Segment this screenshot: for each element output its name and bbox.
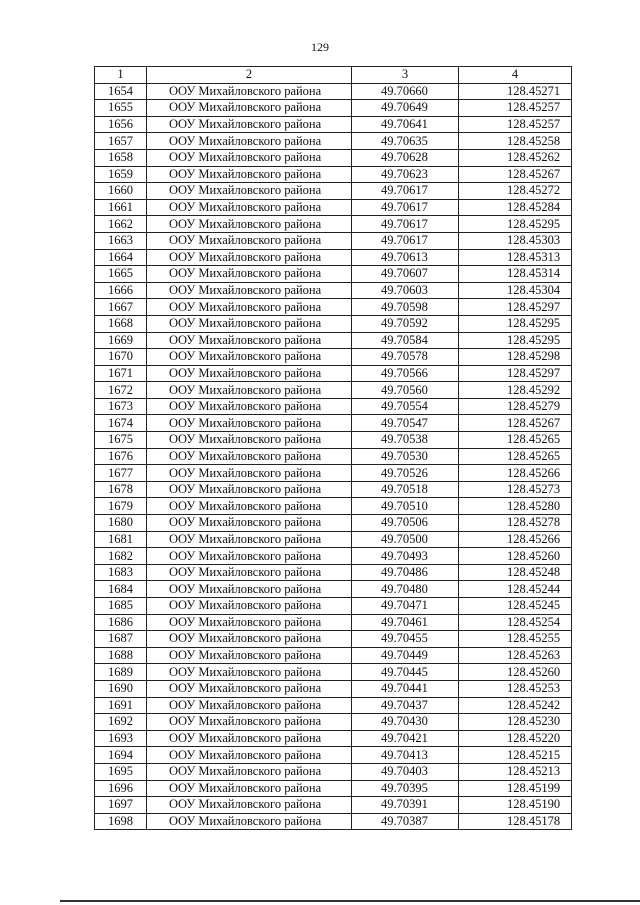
longitude-cell: 128.45278 — [459, 515, 572, 532]
location-name-cell: ООУ Михайловского района — [147, 797, 352, 814]
latitude-cell: 49.70592 — [352, 315, 459, 332]
location-name-cell: ООУ Михайловского района — [147, 432, 352, 449]
latitude-cell: 49.70486 — [352, 564, 459, 581]
table-row — [95, 216, 572, 233]
table-header — [95, 67, 572, 84]
longitude-cell: 128.45257 — [459, 100, 572, 117]
latitude-cell: 49.70445 — [352, 664, 459, 681]
location-name-cell: ООУ Михайловского района — [147, 664, 352, 681]
row-number-cell: 1696 — [95, 780, 147, 797]
longitude-cell: 128.45297 — [459, 365, 572, 382]
location-name-cell: ООУ Михайловского района — [147, 232, 352, 249]
latitude-cell: 49.70623 — [352, 166, 459, 183]
row-number-cell: 1671 — [95, 365, 147, 382]
row-number-cell: 1661 — [95, 199, 147, 216]
table-header-row — [95, 67, 572, 84]
row-number-cell: 1676 — [95, 448, 147, 465]
longitude-cell: 128.45213 — [459, 763, 572, 780]
header-col-2: 2 — [147, 67, 352, 84]
location-name-cell: ООУ Михайловского района — [147, 598, 352, 615]
latitude-cell: 49.70493 — [352, 548, 459, 565]
longitude-cell: 128.45313 — [459, 249, 572, 266]
latitude-cell: 49.70387 — [352, 813, 459, 830]
location-name-cell: ООУ Михайловского района — [147, 697, 352, 714]
longitude-cell: 128.45258 — [459, 133, 572, 150]
table-row — [95, 83, 572, 100]
location-name-cell: ООУ Михайловского района — [147, 780, 352, 797]
table-row — [95, 598, 572, 615]
row-number-cell: 1659 — [95, 166, 147, 183]
latitude-cell: 49.70510 — [352, 498, 459, 515]
location-name-cell: ООУ Михайловского района — [147, 282, 352, 299]
location-name-cell: ООУ Михайловского района — [147, 365, 352, 382]
row-number-cell: 1657 — [95, 133, 147, 150]
row-number-cell: 1677 — [95, 465, 147, 482]
table-row — [95, 116, 572, 133]
latitude-cell: 49.70500 — [352, 531, 459, 548]
row-number-cell: 1697 — [95, 797, 147, 814]
row-number-cell: 1690 — [95, 680, 147, 697]
latitude-cell: 49.70395 — [352, 780, 459, 797]
table-row — [95, 299, 572, 316]
latitude-cell: 49.70403 — [352, 763, 459, 780]
table-row — [95, 531, 572, 548]
location-name-cell: ООУ Михайловского района — [147, 581, 352, 598]
location-name-cell: ООУ Михайловского района — [147, 266, 352, 283]
longitude-cell: 128.45273 — [459, 481, 572, 498]
location-name-cell: ООУ Михайловского района — [147, 133, 352, 150]
row-number-cell: 1691 — [95, 697, 147, 714]
longitude-cell: 128.45255 — [459, 631, 572, 648]
longitude-cell: 128.45266 — [459, 465, 572, 482]
latitude-cell: 49.70547 — [352, 415, 459, 432]
table-row — [95, 415, 572, 432]
latitude-cell: 49.70538 — [352, 432, 459, 449]
row-number-cell: 1658 — [95, 149, 147, 166]
header-col-3: 3 — [352, 67, 459, 84]
row-number-cell: 1670 — [95, 349, 147, 366]
location-name-cell: ООУ Михайловского района — [147, 349, 352, 366]
longitude-cell: 128.45295 — [459, 216, 572, 233]
table-row — [95, 614, 572, 631]
row-number-cell: 1684 — [95, 581, 147, 598]
longitude-cell: 128.45295 — [459, 315, 572, 332]
table-row — [95, 332, 572, 349]
latitude-cell: 49.70628 — [352, 149, 459, 166]
latitude-cell: 49.70391 — [352, 797, 459, 814]
longitude-cell: 128.45265 — [459, 448, 572, 465]
longitude-cell: 128.45248 — [459, 564, 572, 581]
table-row — [95, 631, 572, 648]
row-number-cell: 1686 — [95, 614, 147, 631]
table-row — [95, 349, 572, 366]
row-number-cell: 1660 — [95, 183, 147, 200]
table-row — [95, 282, 572, 299]
location-name-cell: ООУ Михайловского района — [147, 631, 352, 648]
row-number-cell: 1681 — [95, 531, 147, 548]
latitude-cell: 49.70617 — [352, 183, 459, 200]
longitude-cell: 128.45253 — [459, 680, 572, 697]
table-row — [95, 249, 572, 266]
table-row — [95, 730, 572, 747]
row-number-cell: 1680 — [95, 515, 147, 532]
location-name-cell: ООУ Михайловского района — [147, 515, 352, 532]
location-name-cell: ООУ Михайловского района — [147, 83, 352, 100]
location-name-cell: ООУ Михайловского района — [147, 747, 352, 764]
table-row — [95, 498, 572, 515]
latitude-cell: 49.70449 — [352, 647, 459, 664]
location-name-cell: ООУ Михайловского района — [147, 647, 352, 664]
table-row — [95, 780, 572, 797]
page-number: 129 — [311, 40, 329, 54]
table-row — [95, 548, 572, 565]
latitude-cell: 49.70437 — [352, 697, 459, 714]
location-name-cell: ООУ Михайловского района — [147, 564, 352, 581]
table-row — [95, 813, 572, 830]
latitude-cell: 49.70613 — [352, 249, 459, 266]
row-number-cell: 1673 — [95, 398, 147, 415]
location-name-cell: ООУ Михайловского района — [147, 481, 352, 498]
latitude-cell: 49.70603 — [352, 282, 459, 299]
location-name-cell: ООУ Михайловского района — [147, 614, 352, 631]
row-number-cell: 1695 — [95, 763, 147, 780]
row-number-cell: 1693 — [95, 730, 147, 747]
row-number-cell: 1687 — [95, 631, 147, 648]
longitude-cell: 128.45178 — [459, 813, 572, 830]
latitude-cell: 49.70480 — [352, 581, 459, 598]
location-name-cell: ООУ Михайловского района — [147, 199, 352, 216]
longitude-cell: 128.45298 — [459, 349, 572, 366]
row-number-cell: 1694 — [95, 747, 147, 764]
longitude-cell: 128.45280 — [459, 498, 572, 515]
table-row — [95, 199, 572, 216]
longitude-cell: 128.45245 — [459, 598, 572, 615]
row-number-cell: 1698 — [95, 813, 147, 830]
longitude-cell: 128.45190 — [459, 797, 572, 814]
latitude-cell: 49.70607 — [352, 266, 459, 283]
row-number-cell: 1665 — [95, 266, 147, 283]
table-row — [95, 465, 572, 482]
table-body — [95, 83, 572, 830]
table-row — [95, 647, 572, 664]
table-row — [95, 382, 572, 399]
location-name-cell: ООУ Михайловского района — [147, 166, 352, 183]
table-row — [95, 697, 572, 714]
table-row — [95, 149, 572, 166]
location-name-cell: ООУ Михайловского района — [147, 149, 352, 166]
table-row — [95, 183, 572, 200]
row-number-cell: 1654 — [95, 83, 147, 100]
longitude-cell: 128.45292 — [459, 382, 572, 399]
header-col-1: 1 — [95, 67, 147, 84]
longitude-cell: 128.45262 — [459, 149, 572, 166]
row-number-cell: 1689 — [95, 664, 147, 681]
table-row — [95, 714, 572, 731]
location-name-cell: ООУ Михайловского района — [147, 680, 352, 697]
latitude-cell: 49.70598 — [352, 299, 459, 316]
row-number-cell: 1682 — [95, 548, 147, 565]
table-row — [95, 100, 572, 117]
latitude-cell: 49.70455 — [352, 631, 459, 648]
row-number-cell: 1679 — [95, 498, 147, 515]
latitude-cell: 49.70530 — [352, 448, 459, 465]
row-number-cell: 1672 — [95, 382, 147, 399]
location-name-cell: ООУ Михайловского района — [147, 465, 352, 482]
longitude-cell: 128.45303 — [459, 232, 572, 249]
longitude-cell: 128.45254 — [459, 614, 572, 631]
table-row — [95, 166, 572, 183]
longitude-cell: 128.45272 — [459, 183, 572, 200]
latitude-cell: 49.70461 — [352, 614, 459, 631]
location-name-cell: ООУ Михайловского района — [147, 116, 352, 133]
latitude-cell: 49.70584 — [352, 332, 459, 349]
row-number-cell: 1668 — [95, 315, 147, 332]
longitude-cell: 128.45295 — [459, 332, 572, 349]
longitude-cell: 128.45267 — [459, 166, 572, 183]
longitude-cell: 128.45230 — [459, 714, 572, 731]
table-row — [95, 664, 572, 681]
location-name-cell: ООУ Михайловского района — [147, 249, 352, 266]
location-name-cell: ООУ Михайловского района — [147, 498, 352, 515]
longitude-cell: 128.45297 — [459, 299, 572, 316]
table-row — [95, 797, 572, 814]
longitude-cell: 128.45263 — [459, 647, 572, 664]
row-number-cell: 1678 — [95, 481, 147, 498]
bottom-divider — [60, 900, 640, 902]
longitude-cell: 128.45271 — [459, 83, 572, 100]
longitude-cell: 128.45244 — [459, 581, 572, 598]
latitude-cell: 49.70566 — [352, 365, 459, 382]
latitude-cell: 49.70617 — [352, 232, 459, 249]
location-name-cell: ООУ Михайловского района — [147, 448, 352, 465]
latitude-cell: 49.70518 — [352, 481, 459, 498]
table-row — [95, 515, 572, 532]
location-name-cell: ООУ Михайловского района — [147, 531, 352, 548]
row-number-cell: 1655 — [95, 100, 147, 117]
row-number-cell: 1664 — [95, 249, 147, 266]
longitude-cell: 128.45199 — [459, 780, 572, 797]
coordinates-table — [94, 66, 572, 830]
table-row — [95, 448, 572, 465]
latitude-cell: 49.70430 — [352, 714, 459, 731]
location-name-cell: ООУ Михайловского района — [147, 216, 352, 233]
longitude-cell: 128.45242 — [459, 697, 572, 714]
latitude-cell: 49.70641 — [352, 116, 459, 133]
latitude-cell: 49.70649 — [352, 100, 459, 117]
table-row — [95, 398, 572, 415]
table-row — [95, 432, 572, 449]
latitude-cell: 49.70660 — [352, 83, 459, 100]
row-number-cell: 1656 — [95, 116, 147, 133]
longitude-cell: 128.45304 — [459, 282, 572, 299]
latitude-cell: 49.70506 — [352, 515, 459, 532]
row-number-cell: 1675 — [95, 432, 147, 449]
row-number-cell: 1662 — [95, 216, 147, 233]
table-row — [95, 365, 572, 382]
location-name-cell: ООУ Михайловского района — [147, 332, 352, 349]
latitude-cell: 49.70471 — [352, 598, 459, 615]
table-row — [95, 232, 572, 249]
latitude-cell: 49.70617 — [352, 216, 459, 233]
table-row — [95, 680, 572, 697]
longitude-cell: 128.45266 — [459, 531, 572, 548]
location-name-cell: ООУ Михайловского района — [147, 415, 352, 432]
location-name-cell: ООУ Михайловского района — [147, 813, 352, 830]
location-name-cell: ООУ Михайловского района — [147, 398, 352, 415]
latitude-cell: 49.70635 — [352, 133, 459, 150]
latitude-cell: 49.70413 — [352, 747, 459, 764]
longitude-cell: 128.45267 — [459, 415, 572, 432]
longitude-cell: 128.45284 — [459, 199, 572, 216]
location-name-cell: ООУ Михайловского района — [147, 763, 352, 780]
row-number-cell: 1688 — [95, 647, 147, 664]
table-row — [95, 564, 572, 581]
table-row — [95, 481, 572, 498]
latitude-cell: 49.70617 — [352, 199, 459, 216]
table-row — [95, 747, 572, 764]
latitude-cell: 49.70560 — [352, 382, 459, 399]
table-row — [95, 133, 572, 150]
row-number-cell: 1667 — [95, 299, 147, 316]
longitude-cell: 128.45279 — [459, 398, 572, 415]
longitude-cell: 128.45260 — [459, 664, 572, 681]
row-number-cell: 1692 — [95, 714, 147, 731]
latitude-cell: 49.70554 — [352, 398, 459, 415]
row-number-cell: 1683 — [95, 564, 147, 581]
location-name-cell: ООУ Михайловского района — [147, 714, 352, 731]
longitude-cell: 128.45215 — [459, 747, 572, 764]
row-number-cell: 1685 — [95, 598, 147, 615]
latitude-cell: 49.70578 — [352, 349, 459, 366]
header-col-4: 4 — [459, 67, 572, 84]
table-row — [95, 266, 572, 283]
longitude-cell: 128.45314 — [459, 266, 572, 283]
location-name-cell: ООУ Михайловского района — [147, 548, 352, 565]
row-number-cell: 1663 — [95, 232, 147, 249]
longitude-cell: 128.45220 — [459, 730, 572, 747]
location-name-cell: ООУ Михайловского района — [147, 183, 352, 200]
latitude-cell: 49.70526 — [352, 465, 459, 482]
longitude-cell: 128.45260 — [459, 548, 572, 565]
row-number-cell: 1666 — [95, 282, 147, 299]
row-number-cell: 1674 — [95, 415, 147, 432]
row-number-cell: 1669 — [95, 332, 147, 349]
table-row — [95, 581, 572, 598]
location-name-cell: ООУ Михайловского района — [147, 730, 352, 747]
longitude-cell: 128.45265 — [459, 432, 572, 449]
latitude-cell: 49.70441 — [352, 680, 459, 697]
location-name-cell: ООУ Михайловского района — [147, 382, 352, 399]
longitude-cell: 128.45257 — [459, 116, 572, 133]
location-name-cell: ООУ Михайловского района — [147, 315, 352, 332]
location-name-cell: ООУ Михайловского района — [147, 299, 352, 316]
latitude-cell: 49.70421 — [352, 730, 459, 747]
table-row — [95, 315, 572, 332]
table-row — [95, 763, 572, 780]
location-name-cell: ООУ Михайловского района — [147, 100, 352, 117]
